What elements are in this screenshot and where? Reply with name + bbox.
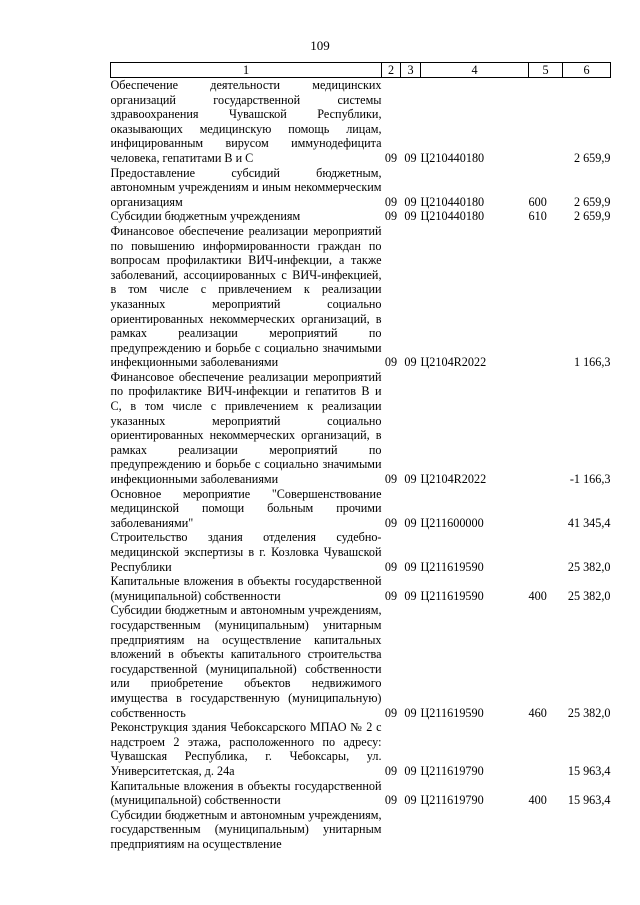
row-amount: 1 166,3 — [573, 355, 611, 370]
row-target-article: Ц2104R2022 — [420, 472, 487, 487]
table-row — [111, 487, 611, 531]
row-amount: 25 382,0 — [567, 588, 611, 603]
header-row — [111, 63, 611, 78]
table-row — [111, 224, 611, 370]
row-amount: 25 382,0 — [567, 559, 611, 574]
row-section: 09 — [384, 472, 398, 487]
row-subsection: 09 — [404, 150, 417, 165]
row-expense-type — [529, 487, 563, 531]
header-col-1: 1 — [111, 63, 382, 78]
row-name: Капитальные вложения в объекты государственной (муниципальной) собственности — [110, 778, 382, 808]
row-target-article: Ц210440180 — [420, 150, 485, 165]
row-expense-type — [529, 720, 563, 778]
row-expense-type: 460 — [528, 705, 547, 720]
row-section: 09 — [384, 150, 398, 165]
row-target-article — [421, 808, 529, 852]
row-section: 09 — [384, 763, 398, 778]
row-subsection: 09 — [404, 194, 417, 209]
row-section — [382, 808, 401, 852]
table-row — [111, 779, 611, 808]
row-name: Финансовое обеспечение реализации мероприятий по профилактике ВИЧ-инфекции и гепатитов В и С, в том числе с привлечением к реализации указанных мероприятий социально ориентированных некоммерческих организаций, в рамках реализации мероприятий по предупреждению и борьбе с социально значимыми инфекционными заболеваниями — [110, 369, 382, 487]
row-subsection: 09 — [404, 588, 417, 603]
row-section: 09 — [384, 209, 398, 224]
table-row — [111, 603, 611, 720]
header-col-2: 2 — [382, 63, 401, 78]
row-section: 09 — [384, 793, 398, 808]
row-expense-type — [529, 78, 563, 166]
row-amount: 25 382,0 — [567, 705, 611, 720]
row-target-article: Ц210440180 — [420, 194, 485, 209]
row-amount — [563, 808, 611, 852]
row-subsection: 09 — [404, 763, 417, 778]
row-amount: 2 659,9 — [573, 209, 611, 224]
row-subsection — [401, 808, 421, 852]
row-subsection: 09 — [404, 559, 417, 574]
row-expense-type: 400 — [528, 793, 547, 808]
row-name: Капитальные вложения в объекты государственной (муниципальной) собственности — [110, 574, 382, 603]
row-subsection: 09 — [404, 705, 417, 720]
header-col-5: 5 — [529, 63, 563, 78]
row-name: Строительство здания отделения судебно-медицинской экспертизы в г. Козловка Чувашской Республики — [110, 530, 382, 574]
row-expense-type — [529, 530, 563, 574]
row-section: 09 — [384, 194, 398, 209]
row-target-article: Ц2104R2022 — [420, 355, 487, 370]
row-section: 09 — [384, 559, 398, 574]
row-amount: 41 345,4 — [567, 515, 611, 530]
row-name: Предоставление субсидий бюджетным, автономным учреждениям и иным некоммерческим организациям — [110, 165, 382, 209]
table-row — [111, 574, 611, 603]
table-row — [111, 370, 611, 487]
row-expense-type — [529, 370, 563, 487]
row-expense-type: 400 — [528, 588, 547, 603]
row-subsection: 09 — [404, 793, 417, 808]
row-name: Субсидии бюджетным и автономным учреждениям, государственным (муниципальным) унитарным предприятиям на осуществление — [110, 807, 382, 851]
row-amount: 15 963,4 — [567, 793, 611, 808]
table-row — [111, 808, 611, 852]
row-section: 09 — [384, 515, 398, 530]
row-subsection: 09 — [404, 515, 417, 530]
row-target-article: Ц211619790 — [420, 763, 484, 778]
row-expense-type: 600 — [528, 194, 547, 209]
row-subsection: 09 — [404, 355, 417, 370]
table-row — [111, 720, 611, 778]
row-name: Основное мероприятие "Совершенствование медицинской помощи больным прочими заболеваниями" — [110, 486, 382, 530]
row-subsection: 09 — [404, 472, 417, 487]
row-section: 09 — [384, 588, 398, 603]
table-row — [111, 530, 611, 574]
header-col-6: 6 — [563, 63, 611, 78]
row-target-article: Ц211619590 — [420, 588, 484, 603]
table-row — [111, 166, 611, 210]
header-col-3: 3 — [401, 63, 421, 78]
table-row — [111, 209, 611, 224]
row-subsection: 09 — [404, 209, 417, 224]
row-name: Обеспечение деятельности медицинских организаций государственной системы здравоохранения Чувашской Республики, оказывающих медицинскую помощь лицам, инфицированным вирусом иммунодефицита человека, гепатитами В и С — [110, 78, 382, 165]
row-name: Финансовое обеспечение реализации мероприятий по повышению информированности граждан по вопросам профилактики ВИЧ-инфекции, а также заболеваний, ассоциированных с ВИЧ-инфекцией, в том числе с привлечением к реализации указанных мероприятий социально ориентированных некоммерческих организаций, в рамках реализации мероприятий по предупреждению и борьбе с социально значимыми инфекционными заболеваниями — [110, 223, 382, 370]
header-col-4: 4 — [421, 63, 529, 78]
budget-table — [110, 62, 611, 851]
page-number: 109 — [310, 38, 330, 53]
row-name: Субсидии бюджетным учреждениям — [110, 209, 301, 224]
row-expense-type — [529, 224, 563, 370]
row-expense-type — [529, 808, 563, 852]
row-target-article: Ц210440180 — [420, 209, 485, 224]
row-amount: 2 659,9 — [573, 150, 611, 165]
row-name: Реконструкция здания Чебоксарского МПАО № 2 с надстроем 2 этажа, расположенного по адресу: Чувашская Республика, г. Чебоксары, ул. Университетская, д. 24а — [110, 720, 382, 778]
row-expense-type: 610 — [528, 209, 547, 224]
row-target-article: Ц211619590 — [420, 705, 484, 720]
row-section: 09 — [384, 355, 398, 370]
row-amount: 15 963,4 — [567, 763, 611, 778]
table-row — [111, 78, 611, 166]
row-target-article: Ц211619590 — [420, 559, 484, 574]
row-amount: -1 166,3 — [569, 472, 611, 487]
row-target-article: Ц211619790 — [420, 793, 484, 808]
row-section: 09 — [384, 705, 398, 720]
row-target-article: Ц211600000 — [420, 515, 484, 530]
row-name: Субсидии бюджетным и автономным учреждениям, государственным (муниципальным) унитарным предприятиям на осуществление капитальных вложений в объекты капитального строительства государственной (муниципальной) собственности или приобретение объектов недвижимого имущества в государственную (муниципальную) собственность — [110, 603, 382, 720]
row-amount: 2 659,9 — [573, 194, 611, 209]
